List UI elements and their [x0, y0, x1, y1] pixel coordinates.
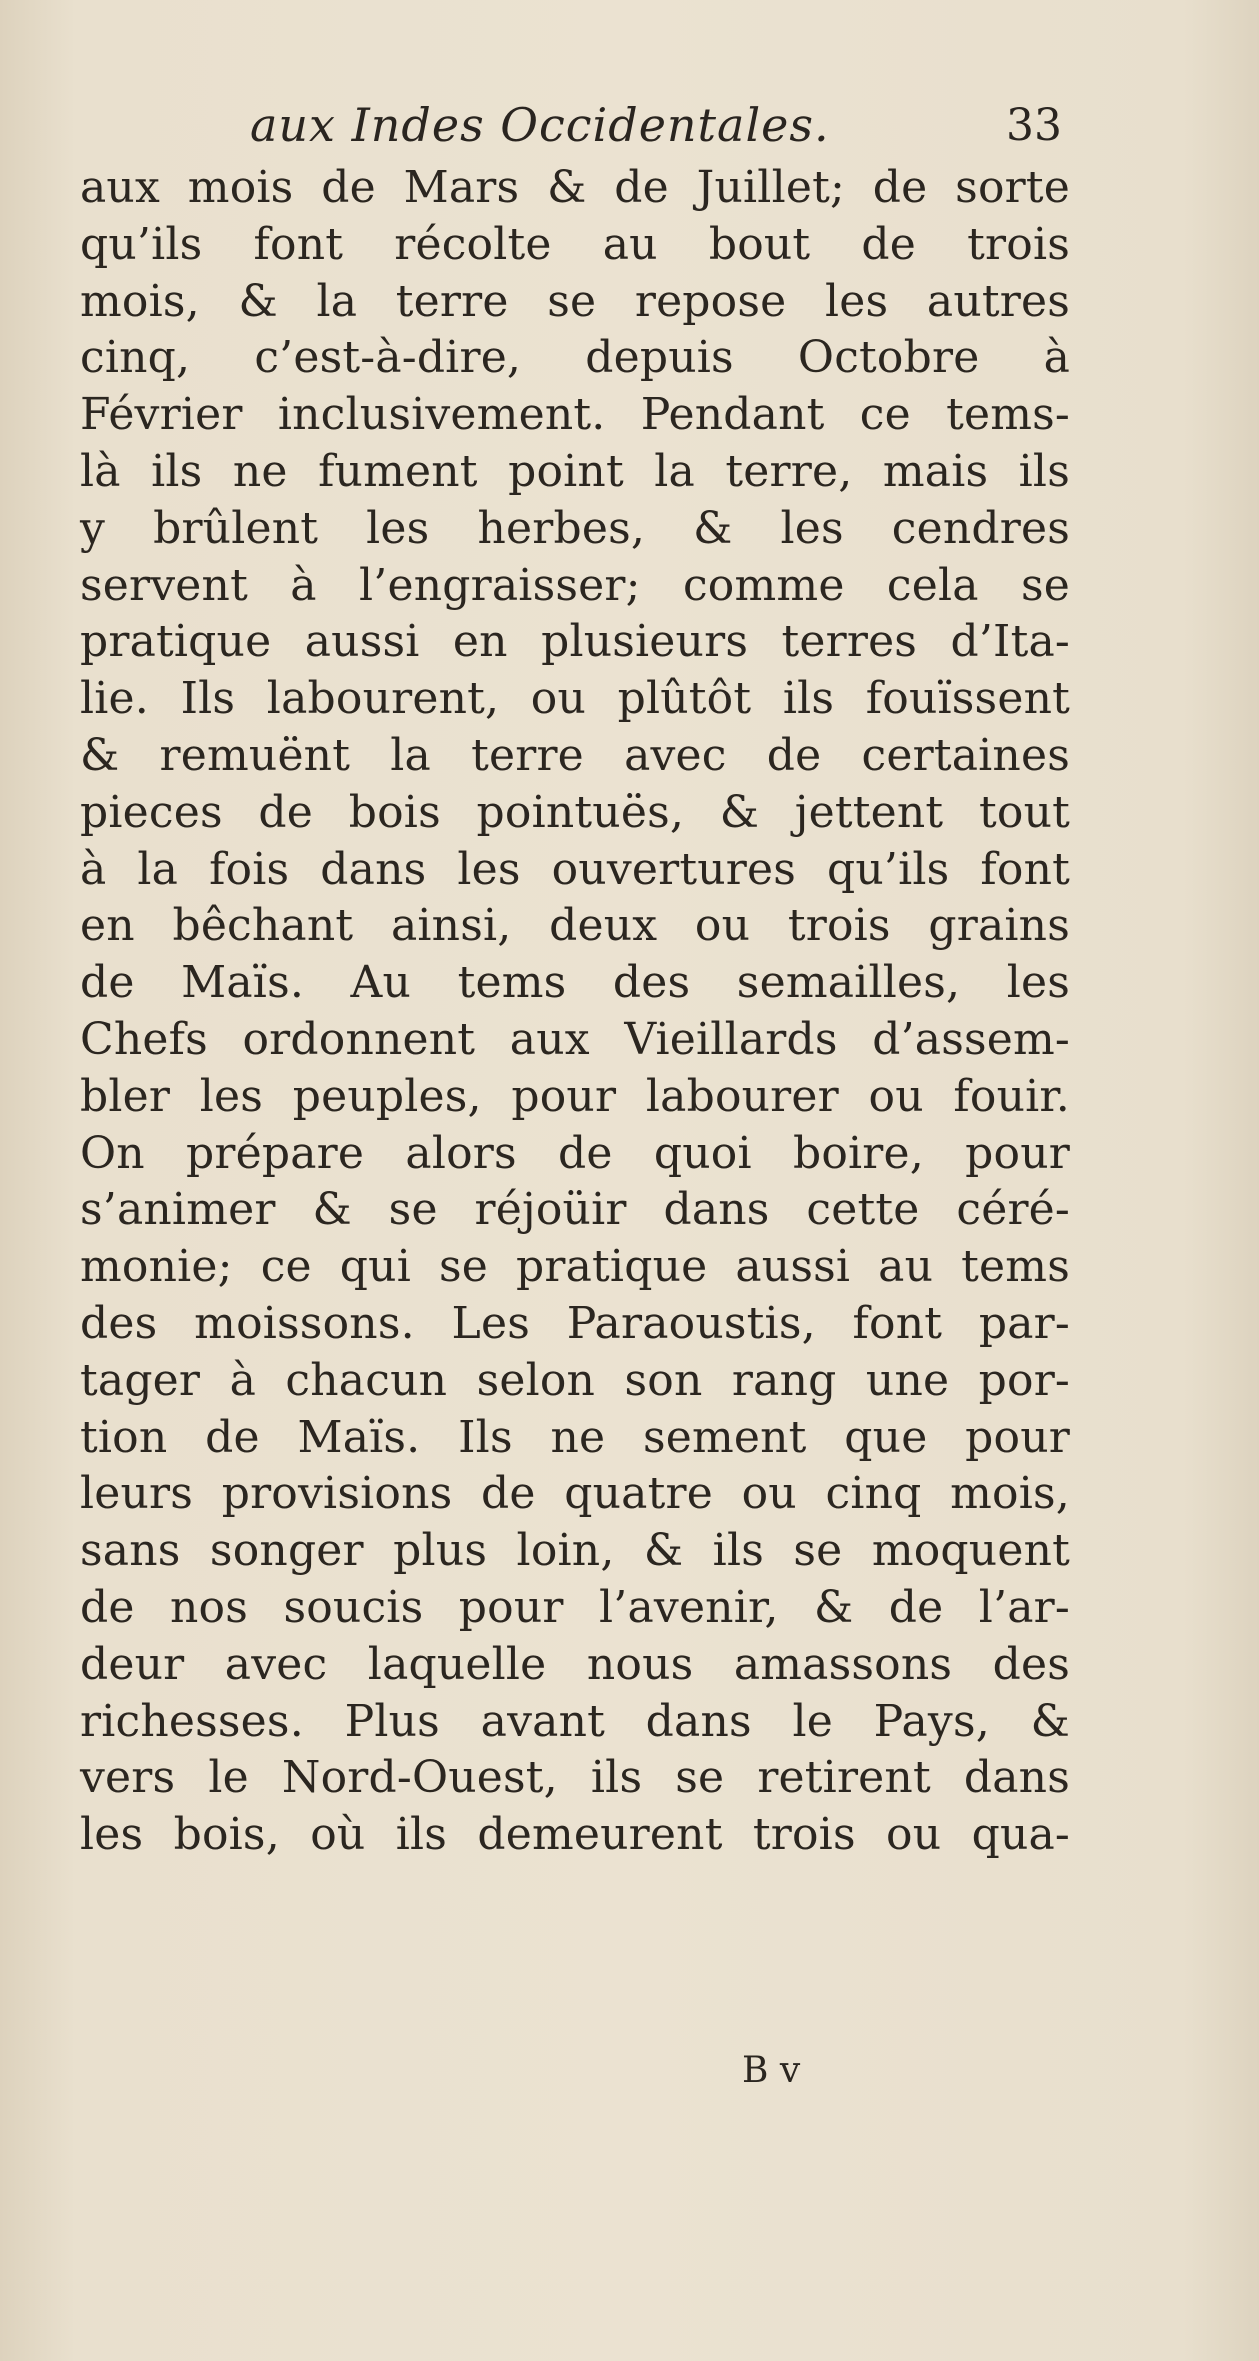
body-text [80, 160, 1070, 1864]
text-line: de nos soucis pour l’avenir, & de l’ar- [80, 1581, 1070, 1633]
text-line: cinq, c’est-à-dire, depuis Octobre à [80, 332, 1070, 384]
text-line: monie; ce qui se pratique aussi au tems [80, 1241, 1070, 1293]
text-line: richesses. Plus avant dans le Pays, & [80, 1695, 1070, 1747]
text-line: bler les peuples, pour labourer ou fouir. [80, 1070, 1070, 1122]
text-line: mois, & la terre se repose les autres [80, 275, 1070, 327]
page-header [68, 98, 1068, 168]
signature-mark: B v [742, 2050, 801, 2091]
text-line: qu’ils font récolte au bout de trois [80, 218, 1070, 270]
text-line: pratique aussi en plusieurs terres d’Ita- [80, 616, 1070, 668]
running-title: aux Indes Occidentales. [250, 98, 830, 152]
text-line: aux mois de Mars & de Juillet; de sorte [80, 162, 1070, 213]
text-line: lie. Ils labourent, ou plûtôt ils fouïssent [80, 673, 1070, 725]
page-number: 33 [1006, 100, 1062, 151]
text-line: y brûlent les herbes, & les cendres [80, 502, 1070, 554]
text-line: leurs provisions de quatre ou cinq mois, [80, 1468, 1070, 1520]
text-line: On prépare alors de quoi boire, pour [80, 1127, 1070, 1179]
text-line: en bêchant ainsi, deux ou trois grains [80, 900, 1070, 952]
text-line: tager à chacun selon son rang une por- [80, 1354, 1070, 1406]
text-line: tion de Maïs. Ils ne sement que pour [80, 1411, 1070, 1463]
text-line: vers le Nord-Ouest, ils se retirent dans [80, 1752, 1070, 1804]
text-line: Février inclusivement. Pendant ce tems- [80, 389, 1070, 441]
text-line: des moissons. Les Paraoustis, font par- [80, 1297, 1070, 1349]
text-line: à la fois dans les ouvertures qu’ils font [80, 843, 1070, 895]
text-line: s’animer & se réjoüir dans cette céré- [80, 1184, 1070, 1236]
text-line: les bois, où ils demeurent trois ou qua- [80, 1809, 1070, 1861]
text-line: sans songer plus loin, & ils se moquent [80, 1525, 1070, 1577]
text-line: & remuënt la terre avec de certaines [80, 729, 1070, 781]
text-line: là ils ne fument point la terre, mais ils [80, 445, 1070, 497]
text-line: pieces de bois pointuës, & jettent tout [80, 786, 1070, 838]
text-line: deur avec laquelle nous amassons des [80, 1638, 1070, 1690]
text-line: Chefs ordonnent aux Vieillards d’assem- [80, 1013, 1070, 1065]
text-line: servent à l’engraisser; comme cela se [80, 559, 1070, 611]
text-line: de Maïs. Au tems des semailles, les [80, 957, 1070, 1009]
